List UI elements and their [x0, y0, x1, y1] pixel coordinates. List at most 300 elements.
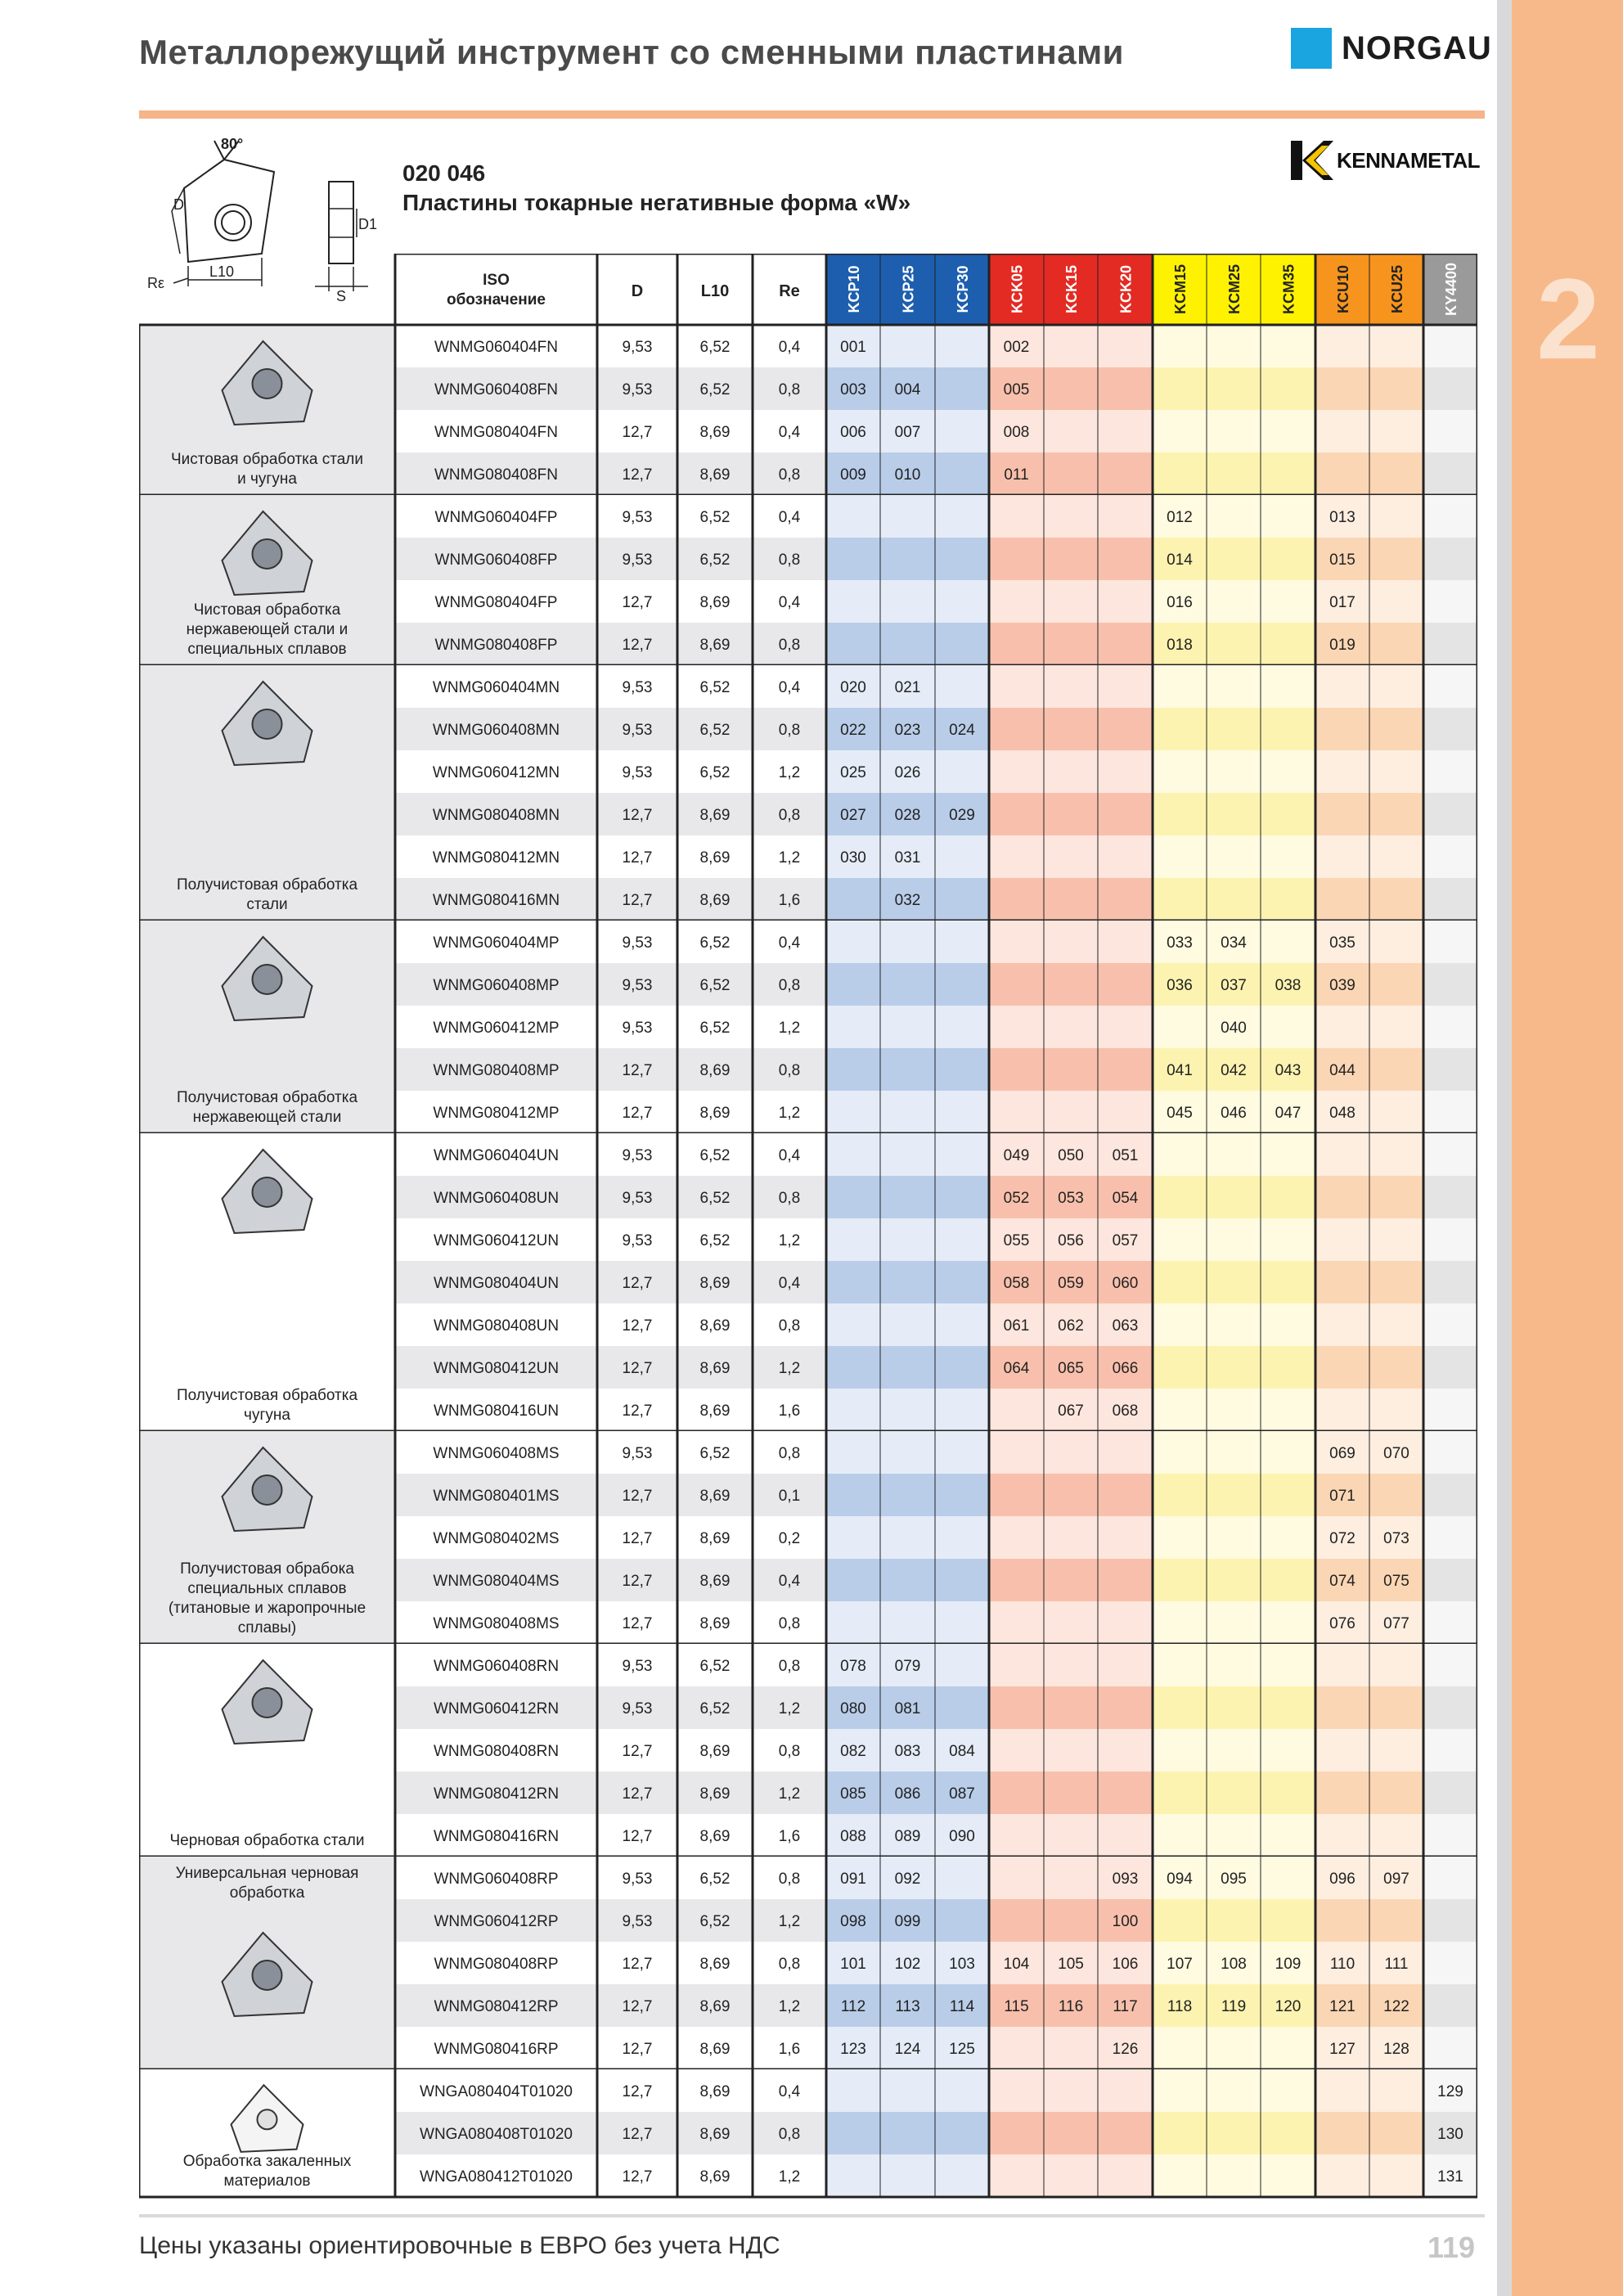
dim-d: 9,53	[622, 1147, 653, 1164]
grade-cell	[826, 1006, 880, 1048]
grade-cell	[989, 2112, 1044, 2154]
grade-cell	[1261, 1218, 1315, 1261]
grade-cell	[826, 1346, 880, 1389]
dim-l10: 8,69	[699, 892, 731, 909]
grade-cell	[935, 1346, 989, 1389]
grade-cell	[1044, 708, 1098, 750]
iso-designation: WNMG060412MP	[433, 1020, 560, 1037]
grade-cell	[1153, 1261, 1207, 1303]
dim-l10: 6,52	[699, 1190, 731, 1207]
footer-note: Цены указаны ориентировочные в ЕВРО без учета НДС	[139, 2232, 780, 2259]
grade-label-kcp30: KCP30	[955, 265, 971, 313]
grade-cell	[1044, 367, 1098, 410]
grade-cell	[1153, 452, 1207, 495]
order-code: 039	[1329, 977, 1355, 994]
grade-cell	[1098, 878, 1153, 921]
grade-cell	[1207, 1218, 1261, 1261]
grade-cell	[1261, 1686, 1315, 1729]
order-code: 125	[949, 2041, 975, 2058]
iso-designation: WNMG080401MS	[433, 1488, 560, 1505]
dim-l10: 8,69	[699, 2168, 731, 2186]
header-d: D	[631, 282, 644, 300]
order-code: 008	[1003, 424, 1030, 441]
order-code: 116	[1058, 1998, 1084, 2015]
grade-cell	[1315, 1133, 1369, 1176]
grade-cell	[1261, 1772, 1315, 1814]
grade-cell	[1207, 878, 1261, 921]
iso-designation: WNMG060408FN	[434, 381, 558, 398]
grade-cell	[1261, 1644, 1315, 1686]
grade-cell	[1315, 665, 1369, 708]
order-code: 049	[1003, 1147, 1030, 1164]
grade-cell	[1098, 2069, 1153, 2112]
grade-cell	[880, 2069, 935, 2112]
grade-cell	[1369, 835, 1423, 878]
order-code: 027	[840, 807, 866, 824]
order-code: 040	[1221, 1020, 1247, 1037]
grade-cell	[935, 623, 989, 665]
group-label-line: Универсальная черновая	[175, 1865, 359, 1882]
grade-cell	[1369, 921, 1423, 963]
dim-re: 1,6	[778, 1828, 801, 1845]
insert-outline	[184, 160, 274, 262]
dim-d: 9,53	[622, 679, 653, 696]
order-code: 094	[1167, 1871, 1193, 1888]
grade-cell	[1153, 1346, 1207, 1389]
order-code: 004	[894, 381, 921, 398]
grade-cell	[1369, 1899, 1423, 1942]
dim-d: 12,7	[622, 1785, 653, 1803]
grade-cell	[1369, 708, 1423, 750]
dim-d: 12,7	[622, 594, 653, 611]
grade-cell	[826, 878, 880, 921]
group-label-line: Получистовая обработка	[176, 876, 358, 894]
dim-l10: 8,69	[699, 1360, 731, 1377]
grade-cell	[1315, 708, 1369, 750]
grade-cell	[1261, 1814, 1315, 1857]
grade-cell	[1423, 963, 1477, 1006]
dim-re: 0,8	[778, 1062, 801, 1079]
d1-label: D1	[358, 216, 378, 232]
grade-cell	[935, 1218, 989, 1261]
order-code: 081	[894, 1700, 921, 1717]
order-code: 085	[840, 1785, 866, 1803]
grade-cell	[1423, 1006, 1477, 1048]
iso-designation: WNMG060404FN	[434, 339, 558, 356]
grade-cell	[1153, 2069, 1207, 2112]
grade-cell	[1044, 1048, 1098, 1091]
order-code: 106	[1112, 1956, 1139, 1973]
grade-cell	[1423, 1942, 1477, 1984]
dim-l10: 8,69	[699, 594, 731, 611]
grade-cell	[1207, 1686, 1261, 1729]
dim-l10: 6,52	[699, 1232, 731, 1249]
d-label: D	[173, 196, 184, 213]
grade-cell	[826, 580, 880, 623]
grade-cell	[1207, 367, 1261, 410]
grade-cell	[880, 1091, 935, 1133]
grade-cell	[1153, 325, 1207, 367]
grade-cell	[1315, 1346, 1369, 1389]
grade-cell	[1423, 750, 1477, 793]
grade-cell	[1261, 1006, 1315, 1048]
dim-re: 0,8	[778, 1190, 801, 1207]
grade-cell	[1369, 2112, 1423, 2154]
order-code: 112	[840, 1998, 866, 2015]
dim-l10: 8,69	[699, 849, 731, 867]
grade-cell	[826, 1559, 880, 1601]
grade-cell	[935, 1048, 989, 1091]
group-label-line: Черновая обработка стали	[169, 1832, 365, 1849]
grade-cell	[1315, 410, 1369, 452]
dim-d: 9,53	[622, 1913, 653, 1930]
header-cell	[395, 254, 597, 325]
order-code: 120	[1275, 1998, 1302, 2015]
grade-cell	[826, 495, 880, 538]
grade-cell	[935, 325, 989, 367]
grade-cell	[826, 1218, 880, 1261]
grade-cell	[1423, 1601, 1477, 1644]
grade-cell	[1423, 2027, 1477, 2069]
grade-cell	[1044, 878, 1098, 921]
grade-cell	[1261, 2112, 1315, 2154]
grade-cell	[989, 963, 1044, 1006]
iso-designation: WNMG080404FP	[434, 594, 558, 611]
grade-cell	[826, 2154, 880, 2197]
grade-cell	[880, 538, 935, 580]
dim-d: 12,7	[622, 424, 653, 441]
dim-d: 12,7	[622, 637, 653, 654]
grade-cell	[1207, 793, 1261, 835]
dim-d: 12,7	[622, 1275, 653, 1292]
grade-label-kcu10: KCU10	[1335, 264, 1351, 314]
order-code: 099	[894, 1913, 921, 1930]
order-code: 066	[1112, 1360, 1139, 1377]
grade-cell	[1207, 750, 1261, 793]
order-code: 023	[894, 722, 921, 739]
order-code: 010	[894, 466, 921, 484]
dim-d: 12,7	[622, 1317, 653, 1335]
header-l10: L10	[700, 282, 730, 300]
order-code: 091	[840, 1871, 866, 1888]
dim-l10: 8,69	[699, 1785, 731, 1803]
grade-cell	[1153, 1474, 1207, 1516]
grade-cell	[989, 665, 1044, 708]
order-code: 058	[1003, 1275, 1030, 1292]
dim-l10: 8,69	[699, 466, 731, 484]
order-code: 130	[1437, 2126, 1463, 2143]
grade-cell	[1423, 1899, 1477, 1942]
order-code: 050	[1058, 1147, 1084, 1164]
order-code: 075	[1383, 1573, 1409, 1590]
grade-cell	[1423, 1644, 1477, 1686]
iso-designation: WNMG060404FP	[434, 509, 558, 526]
grade-cell	[1423, 1474, 1477, 1516]
grade-cell	[1261, 367, 1315, 410]
dim-d: 9,53	[622, 551, 653, 569]
grade-cell	[989, 1048, 1044, 1091]
grade-cell	[1098, 2154, 1153, 2197]
grade-cell	[1207, 2027, 1261, 2069]
grade-cell	[1098, 1048, 1153, 1091]
grade-cell	[1153, 1559, 1207, 1601]
order-code: 036	[1167, 977, 1193, 994]
dim-d: 9,53	[622, 1658, 653, 1675]
grade-cell	[1207, 1899, 1261, 1942]
grade-cell	[989, 1431, 1044, 1474]
order-code: 045	[1167, 1105, 1193, 1122]
group-label-line: Обработка закаленных	[182, 2153, 352, 2170]
order-code: 109	[1275, 1956, 1302, 1973]
angle-label: 80°	[221, 136, 244, 152]
brand-name: NORGAU	[1342, 29, 1492, 66]
dim-d: 12,7	[622, 892, 653, 909]
dim-l10: 8,69	[699, 1573, 731, 1590]
dim-re: 0,4	[778, 339, 801, 356]
grade-cell	[826, 623, 880, 665]
grade-cell	[1423, 1389, 1477, 1431]
dim-re: 0,4	[778, 509, 801, 526]
grade-cell	[989, 1899, 1044, 1942]
order-code: 018	[1167, 637, 1193, 654]
dim-l10: 8,69	[699, 2126, 731, 2143]
grade-cell	[935, 1559, 989, 1601]
kennametal-logo	[1291, 141, 1480, 180]
grade-cell	[1098, 452, 1153, 495]
dim-re: 0,8	[778, 1615, 801, 1632]
grade-cell	[1207, 1814, 1261, 1857]
grade-cell	[880, 1474, 935, 1516]
grade-cell	[1423, 1814, 1477, 1857]
order-code: 006	[840, 424, 866, 441]
grade-cell	[1261, 495, 1315, 538]
grade-cell	[935, 367, 989, 410]
grade-cell	[826, 1601, 880, 1644]
order-code: 100	[1112, 1913, 1139, 1930]
order-code: 118	[1167, 1998, 1193, 2015]
grade-cell	[826, 921, 880, 963]
dim-re: 1,2	[778, 1020, 801, 1037]
dim-d: 12,7	[622, 1998, 653, 2015]
grade-cell	[1153, 1601, 1207, 1644]
grade-cell	[1098, 1729, 1153, 1772]
dim-re: 0,4	[778, 424, 801, 441]
dim-d: 9,53	[622, 934, 653, 952]
order-code: 071	[1329, 1488, 1355, 1505]
grade-cell	[989, 623, 1044, 665]
order-code: 034	[1221, 934, 1247, 952]
dim-l10: 8,69	[699, 1105, 731, 1122]
order-code: 079	[894, 1658, 921, 1675]
grade-cell	[880, 325, 935, 367]
order-code: 127	[1329, 2041, 1355, 2058]
grade-cell	[1044, 1474, 1098, 1516]
order-code: 119	[1221, 1998, 1247, 2015]
dim-re: 1,2	[778, 2168, 801, 2186]
grade-cell	[826, 1431, 880, 1474]
dim-d: 9,53	[622, 339, 653, 356]
order-code: 011	[1004, 466, 1029, 484]
grade-cell	[1369, 495, 1423, 538]
order-code: 002	[1003, 339, 1030, 356]
iso-designation: WNMG080408RP	[434, 1956, 559, 1973]
order-code: 122	[1383, 1998, 1409, 2015]
grade-cell	[1098, 665, 1153, 708]
dim-re: 1,2	[778, 1700, 801, 1717]
grade-cell	[989, 708, 1044, 750]
order-code: 087	[949, 1785, 975, 1803]
order-code: 121	[1329, 1998, 1355, 2015]
order-code: 082	[840, 1743, 866, 1760]
dim-l10: 6,52	[699, 381, 731, 398]
order-code: 033	[1167, 934, 1193, 952]
grade-cell	[880, 1431, 935, 1474]
grade-cell	[1261, 1516, 1315, 1559]
grade-cell	[1207, 665, 1261, 708]
grade-cell	[1153, 1729, 1207, 1772]
grade-cell	[935, 1601, 989, 1644]
grade-cell	[989, 2069, 1044, 2112]
order-code: 072	[1329, 1530, 1355, 1547]
grade-cell	[880, 921, 935, 963]
dim-d: 9,53	[622, 1190, 653, 1207]
grade-cell	[1153, 835, 1207, 878]
dim-re: 1,2	[778, 1232, 801, 1249]
order-code: 005	[1003, 381, 1030, 398]
order-code: 074	[1329, 1573, 1355, 1590]
s-label: S	[336, 288, 347, 303]
dim-l10: 6,52	[699, 679, 731, 696]
iso-designation: WNMG060412RP	[434, 1913, 559, 1930]
dim-d: 12,7	[622, 1956, 653, 1973]
grade-cell	[935, 1899, 989, 1942]
grade-cell	[1098, 835, 1153, 878]
order-code: 123	[840, 2041, 866, 2058]
dim-d: 12,7	[622, 1573, 653, 1590]
dim-re: 1,2	[778, 1785, 801, 1803]
grade-cell	[1044, 452, 1098, 495]
iso-designation: WNMG060412UN	[433, 1232, 560, 1249]
grade-cell	[1044, 1857, 1098, 1899]
grade-cell	[1423, 1686, 1477, 1729]
grade-cell	[1315, 2154, 1369, 2197]
order-code: 056	[1058, 1232, 1084, 1249]
page-number: 119	[1427, 2231, 1476, 2264]
order-code: 044	[1329, 1062, 1355, 1079]
dim-l10: 8,69	[699, 1062, 731, 1079]
grade-cell	[1423, 1516, 1477, 1559]
grade-cell	[1315, 1261, 1369, 1303]
order-code: 092	[894, 1871, 921, 1888]
dim-l10: 8,69	[699, 2083, 731, 2100]
grade-cell	[880, 1346, 935, 1389]
grade-cell	[1207, 1176, 1261, 1218]
dim-d: 12,7	[622, 1530, 653, 1547]
grade-cell	[1153, 367, 1207, 410]
grade-cell	[1369, 1261, 1423, 1303]
grade-cell	[1207, 1303, 1261, 1346]
order-code: 098	[840, 1913, 866, 1930]
grade-cell	[935, 2069, 989, 2112]
grade-cell	[1207, 1389, 1261, 1431]
iso-designation: WNMG080408MP	[433, 1062, 560, 1079]
grade-cell	[1369, 963, 1423, 1006]
grade-cell	[1098, 538, 1153, 580]
dim-d: 12,7	[622, 1488, 653, 1505]
grade-cell	[1423, 665, 1477, 708]
dim-re: 0,8	[778, 381, 801, 398]
grade-cell	[1369, 2154, 1423, 2197]
dim-re: 0,8	[778, 1658, 801, 1675]
group-label-line: Получистовая обрабока	[180, 1560, 354, 1578]
grade-cell	[935, 1474, 989, 1516]
order-code: 012	[1167, 509, 1193, 526]
dim-re: 0,4	[778, 1275, 801, 1292]
grade-cell	[1044, 1772, 1098, 1814]
grade-cell	[1261, 750, 1315, 793]
grade-cell	[1315, 1389, 1369, 1431]
grade-cell	[1261, 452, 1315, 495]
iso-designation: WNMG080404FN	[434, 424, 558, 441]
grade-cell	[1044, 1899, 1098, 1942]
order-code: 065	[1058, 1360, 1084, 1377]
grade-cell	[1261, 708, 1315, 750]
dim-d: 12,7	[622, 1360, 653, 1377]
grade-cell	[989, 878, 1044, 921]
grade-cell	[1315, 1686, 1369, 1729]
grade-cell	[1098, 2112, 1153, 2154]
grade-cell	[1098, 963, 1153, 1006]
grade-cell	[1261, 1133, 1315, 1176]
grade-label-kck15: KCK15	[1063, 264, 1080, 314]
grade-cell	[1098, 623, 1153, 665]
grade-cell	[1423, 1218, 1477, 1261]
dim-re: 0,4	[778, 594, 801, 611]
grade-cell	[1207, 1261, 1261, 1303]
iso-designation: WNMG060408UN	[433, 1190, 560, 1207]
dim-d: 12,7	[622, 2083, 653, 2100]
order-code: 037	[1221, 977, 1247, 994]
grade-cell	[880, 1133, 935, 1176]
grade-cell	[1261, 878, 1315, 921]
dim-re: 0,8	[778, 1317, 801, 1335]
grade-cell	[989, 1389, 1044, 1431]
group-label-line: и чугуна	[237, 470, 297, 488]
grade-cell	[989, 921, 1044, 963]
kennametal-k-icon	[1291, 141, 1333, 180]
order-code: 055	[1003, 1232, 1030, 1249]
header-divider	[139, 110, 1485, 119]
norgau-logo	[1291, 28, 1492, 69]
grade-cell	[826, 1474, 880, 1516]
iso-designation: WNMG080404MS	[433, 1573, 560, 1590]
dim-d: 9,53	[622, 1232, 653, 1249]
order-code: 020	[840, 679, 866, 696]
grade-cell	[1315, 1772, 1369, 1814]
order-code: 063	[1112, 1317, 1139, 1335]
grade-cell	[1369, 1389, 1423, 1431]
grade-cell	[1315, 1729, 1369, 1772]
grade-cell	[1423, 835, 1477, 878]
dim-d: 12,7	[622, 2168, 653, 2186]
grade-cell	[826, 1176, 880, 1218]
dim-d: 12,7	[622, 466, 653, 484]
grade-cell	[1369, 1814, 1423, 1857]
header-iso-line2: обозначение	[446, 291, 546, 308]
grade-cell	[1207, 2112, 1261, 2154]
order-code: 124	[894, 2041, 921, 2058]
dim-d: 9,53	[622, 1700, 653, 1717]
